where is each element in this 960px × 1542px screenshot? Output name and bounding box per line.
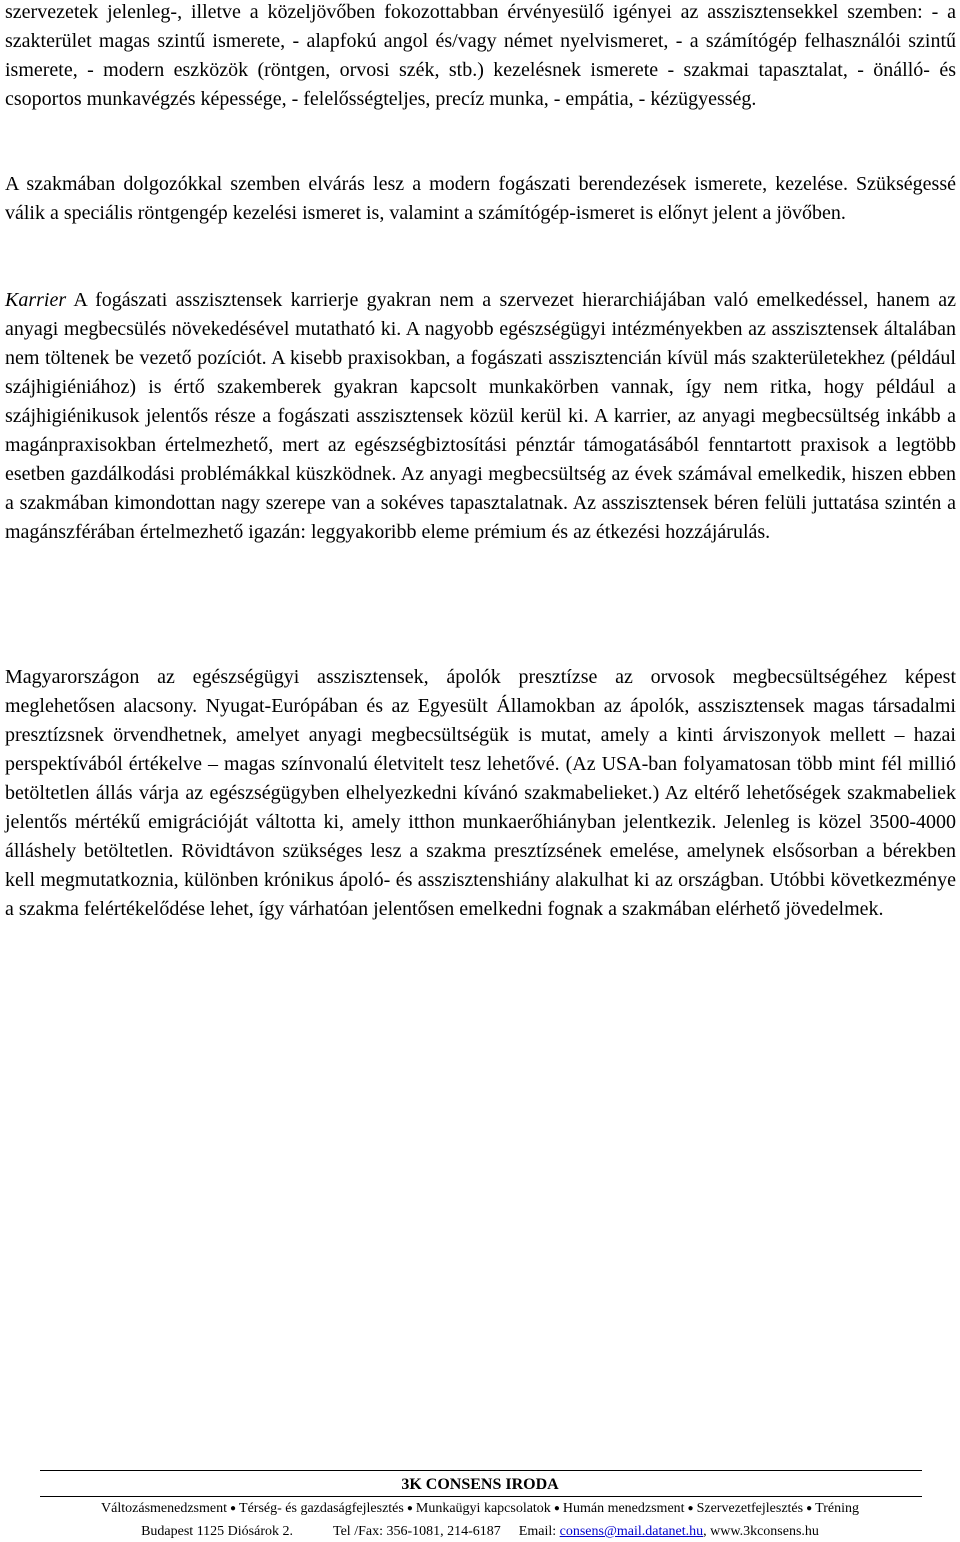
service-item: Térség- és gazdaságfejlesztés <box>239 1501 404 1516</box>
bullet-separator: ● <box>553 1503 560 1514</box>
footer-company-name: 3K CONSENS IRODA <box>401 1476 559 1493</box>
service-item: Humán menedzsment <box>562 1501 685 1516</box>
bullet-separator: ● <box>229 1503 237 1514</box>
service-item: Változásmenedzsment <box>101 1501 227 1516</box>
footer-email-link[interactable]: consens@mail.datanet.hu <box>559 1524 704 1539</box>
service-item: Munkaügyi kapcsolatok <box>415 1501 551 1516</box>
footer-divider-top <box>40 1470 922 1471</box>
footer-address: Budapest 1125 Diósárok 2. <box>141 1524 294 1539</box>
paragraph-expectations: A szakmában dolgozókkal szemben elvárás lesz a modern fogászati berendezések ismerete, kezelése. Szükségessé válik a speciális röntgengép kezelési ismeret is, valamint a számítógép-ismeret is előnyt jelent a jövőben. <box>5 173 956 224</box>
footer-website: , www.3kconsens.hu <box>703 1524 819 1539</box>
career-text: A fogászati asszisztensek karrierje gyakran nem a szervezet hierarchiájában való emelkedéssel, hanem az anyagi megbecsülés növekedésével mutatható ki. A nagyobb egészségügyi intézményekben az asszisztensek általában nem töltenek be vezető pozíciót. A kisebb praxisokban, a fogászati asszisztencián kívül más szakterületekhez (például szájhigiéniához) is értő szakemberek gyakran kapcsolt munkakörben vannak, így nem ritka, hogy például a szájhigiénikusok jelentős része a fogászati asszisztensek közül kerül ki. A karrier, az anyagi megbecsültség inkább a magánpraxisokban értelmezhető, mert az egészségbiztosítási pénztár támogatásából fenntartott praxisok a legtöbb esetben gazdálkodási problémákkal küszködnek. Az anyagi megbecsültség az évek számával emelkedik, hiszen ebben a szakmában kimondottan nagy szerepe van a sokéves tapasztalatnak. Az asszisztensek béren felüli juttatása szintén a magánszférában értelmezhető igazán: leggyakoribb eleme prémium és az étkezési hozzájárulás. <box>5 289 956 543</box>
bullet-separator: ● <box>806 1503 813 1514</box>
paragraph-requirements: szervezetek jelenleg-, illetve a közeljövőben fokozottabban érvényesülő igényei az asszisztensekkel szemben: - a szakterület magas szintű ismerete, - alapfokú angol és/vagy német nyelvismeret, - a számítógép felhasználói szintű ismerete, - modern eszközök (röntgen, orvosi szék, stb.) kezelésnek ismerete - szakmai tapasztalat, - önálló- és csoportos munkavégzés képessége, - felelősségteljes, precíz munka, - empátia, - kézügyesség. <box>5 1 956 110</box>
footer-contact <box>0 1522 960 1542</box>
service-item: Szervezetfejlesztés <box>696 1501 804 1516</box>
career-heading: Karrier <box>5 289 67 311</box>
footer-divider-bottom <box>40 1496 922 1497</box>
bullet-separator: ● <box>687 1503 694 1514</box>
service-item: Tréning <box>815 1501 859 1516</box>
bullet-separator: ● <box>406 1503 413 1514</box>
paragraph-prestige: Magyarországon az egészségügyi asszisztensek, ápolók presztízse az orvosok megbecsültségéhez képest meglehetősen alacsony. Nyugat-Európában és az Egyesült Államokban az ápolók, asszisztensek magas társadalmi presztízsnek örvendhetnek, amelyet anyagi megbecsültségük is mutat, amely a kinti árviszonyok mellett – hazai perspektívából értékelve – magas színvonalú életvitelt tesz lehetővé. (Az USA-ban folyamatosan több mint fél millió betöltetlen állás várja az egészségügyben elhelyezkedni kívánó szakmabelieket.) Az eltérő lehetőségek szakmabeliek jelentős mértékű emigrációját váltotta ki, amely itthon munkaerőhiányban jelentkezik. Jelenleg is közel 3500-4000 álláshely betöltetlen. Rövidtávon szükséges lesz a szakma presztízsének emelése, amelynek elsősorban a bérekben kell megmutatkoznia, különben krónikus ápoló- és asszisztenshiány alakulhat ki az országban. Utóbbi következménye a szakma felértékelődése lehet, így várhatóan jelentősen emelkedni fognak a szakmában elérhető jövedelmek. <box>5 666 956 920</box>
footer-email-label: Email: <box>518 1524 557 1539</box>
footer-phone: Tel /Fax: 356-1081, 214-6187 <box>333 1524 501 1539</box>
footer-services-list <box>0 1499 960 1519</box>
paragraph-career <box>5 286 956 547</box>
